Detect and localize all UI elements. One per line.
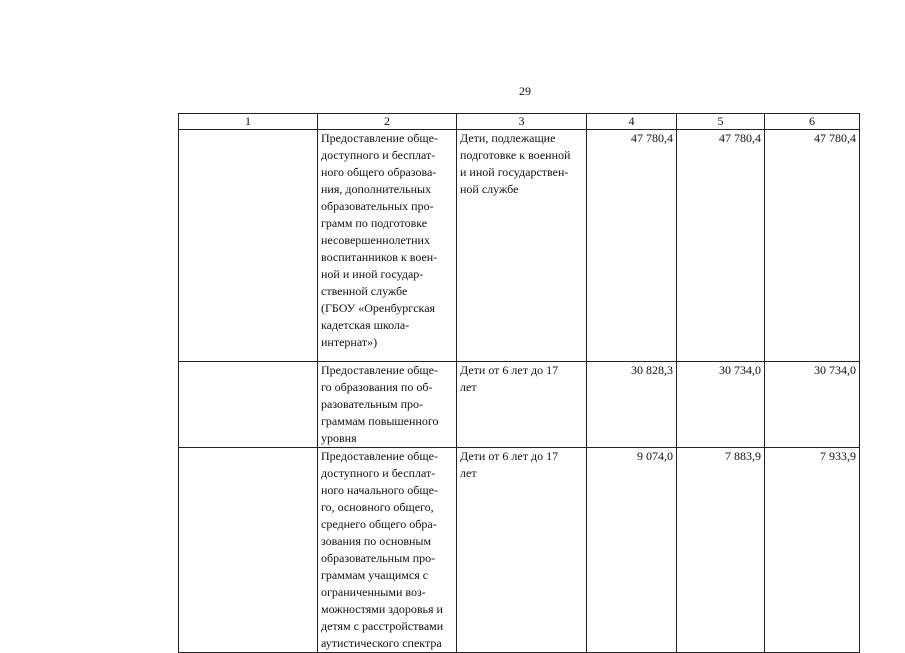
column-header: 5 bbox=[677, 114, 765, 130]
service-description: Предоставление обще- доступного и бесплат- ного общего образова- ния, дополнительных образовательных про- грамм по подготовке несовершеннолетних воспитанников к воен- ной и иной государ- ственной службе (ГБОУ «Оренбургская кадетская школа- интернат») bbox=[318, 130, 457, 362]
recipient-category: Дети, подлежащие подготовке к военной и иной государствен- ной службе bbox=[457, 130, 587, 362]
page-number: 29 bbox=[519, 84, 531, 98]
value-col-5: 47 780,4 bbox=[677, 130, 765, 362]
value-col-6: 7 933,9 bbox=[765, 448, 860, 653]
service-description: Предоставление обще- доступного и бесплат- ного начального обще- го, основного общего, среднего общего обра- зования по основным образовательным про- граммам учащимся с ограниченными воз- можностями здоровья и детям с расстройствами аутистического спектра bbox=[318, 448, 457, 653]
column-header: 3 bbox=[457, 114, 587, 130]
value-col-6: 30 734,0 bbox=[765, 362, 860, 448]
column-header: 6 bbox=[765, 114, 860, 130]
value-col-4: 30 828,3 bbox=[587, 362, 677, 448]
service-description: Предоставление обще- го образования по об- разовательным про- граммам повышенного уровня bbox=[318, 362, 457, 448]
value-col-5: 7 883,9 bbox=[677, 448, 765, 653]
row-number-cell bbox=[179, 362, 318, 448]
recipient-category: Дети от 6 лет до 17 лет bbox=[457, 448, 587, 653]
row-number-cell bbox=[179, 130, 318, 362]
table-row bbox=[179, 448, 860, 653]
table-row bbox=[179, 130, 860, 362]
table-row bbox=[179, 362, 860, 448]
value-col-5: 30 734,0 bbox=[677, 362, 765, 448]
recipient-category: Дети от 6 лет до 17 лет bbox=[457, 362, 587, 448]
table-header-row bbox=[179, 114, 860, 130]
column-header: 1 bbox=[179, 114, 318, 130]
value-col-6: 47 780,4 bbox=[765, 130, 860, 362]
column-header: 4 bbox=[587, 114, 677, 130]
value-col-4: 47 780,4 bbox=[587, 130, 677, 362]
row-number-cell bbox=[179, 448, 318, 653]
budget-table bbox=[178, 113, 860, 653]
value-col-4: 9 074,0 bbox=[587, 448, 677, 653]
column-header: 2 bbox=[318, 114, 457, 130]
